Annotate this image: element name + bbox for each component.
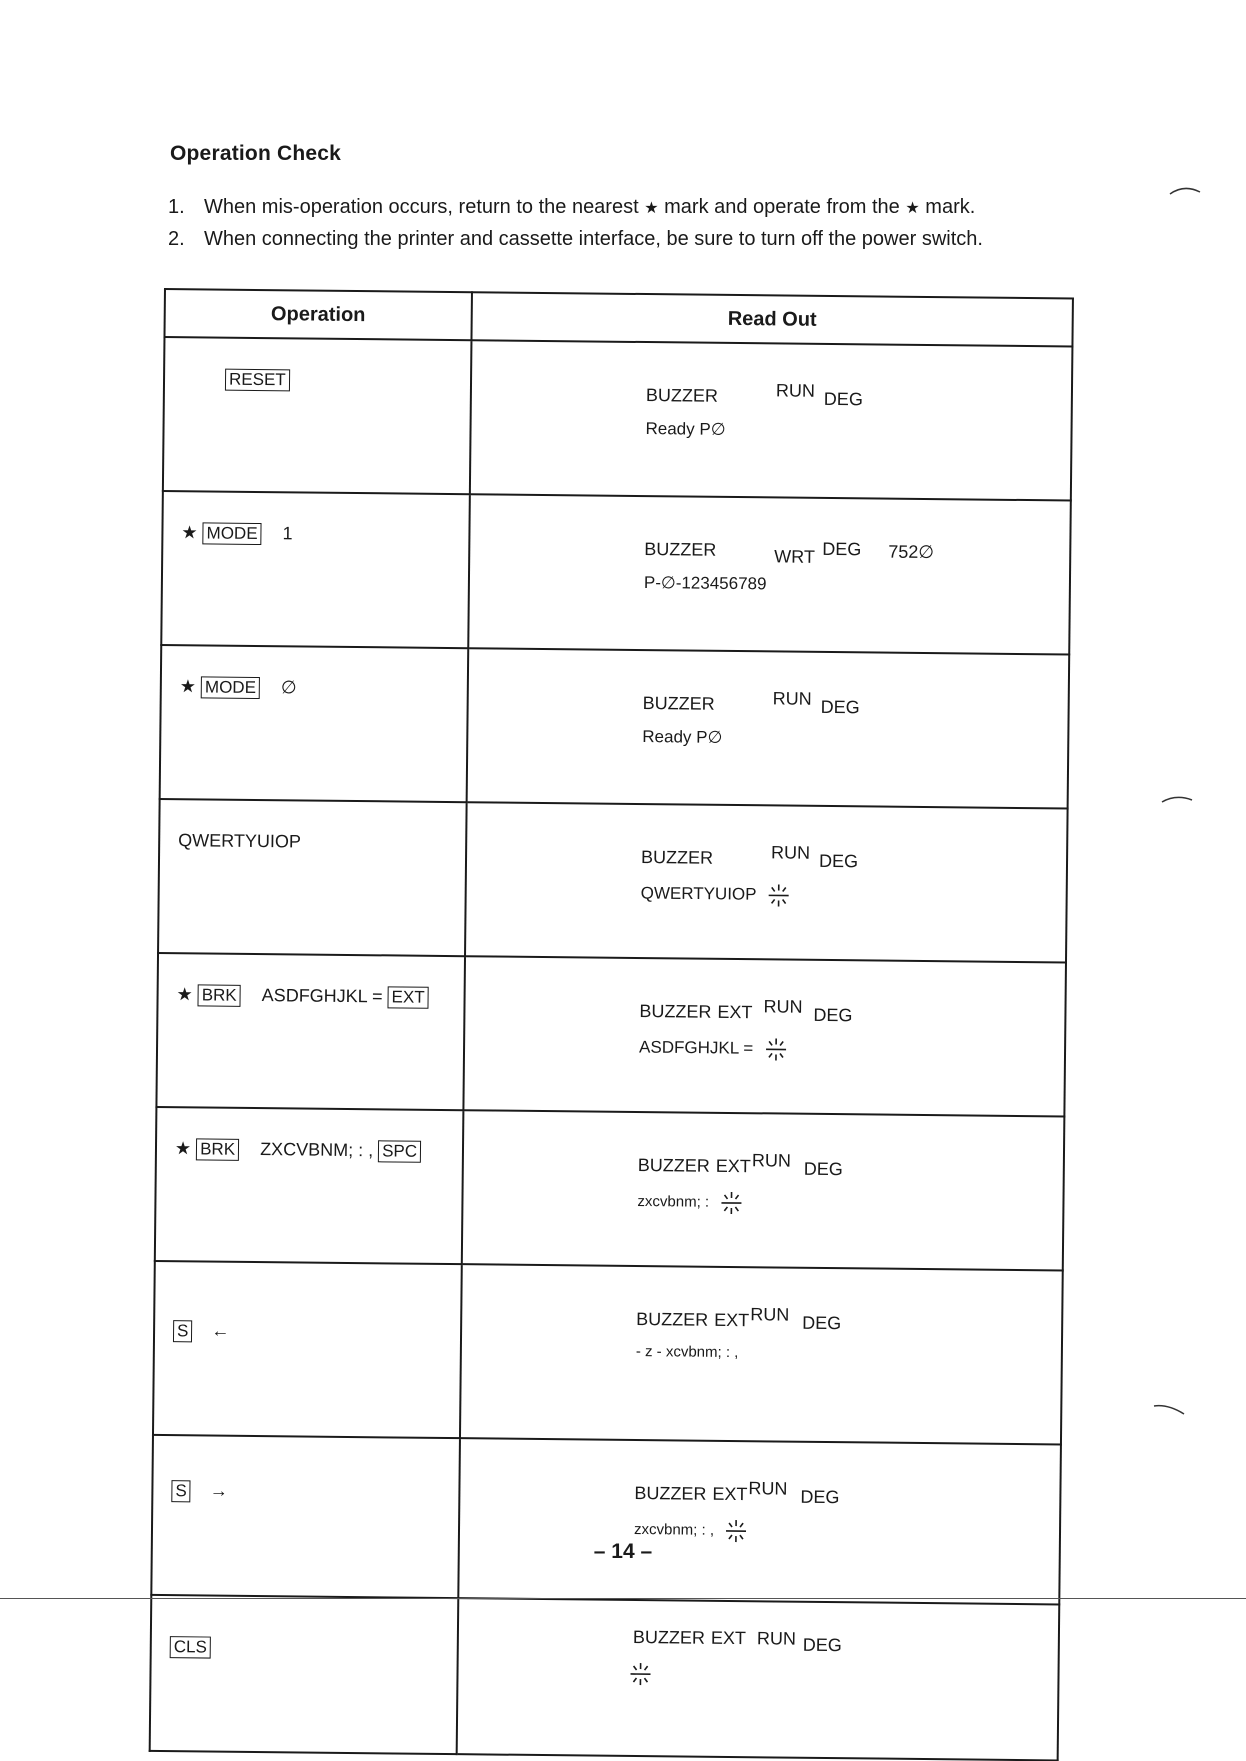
mode-indicator: RUN	[757, 1628, 796, 1649]
header-operation: Operation	[164, 289, 471, 340]
mode-indicator: RUN	[771, 842, 810, 863]
display-indicators	[639, 997, 1064, 1031]
binding-hole-mark	[1152, 1402, 1186, 1416]
brk-key: BRK	[196, 1138, 239, 1160]
deg-indicator: DEG	[824, 389, 863, 410]
memory-count: 752∅	[888, 542, 934, 563]
display-line	[636, 1343, 1061, 1364]
operation-cell	[163, 337, 472, 494]
ext-indicator: EXT	[714, 1310, 749, 1331]
binding-hole-mark	[1168, 184, 1202, 198]
buzzer-indicator: BUZZER	[639, 1001, 711, 1023]
buzzer-indicator: BUZZER	[633, 1627, 705, 1649]
operation-cell	[150, 1595, 459, 1754]
display-indicators	[634, 1479, 1059, 1513]
page-number: – 14 –	[0, 1540, 1246, 1564]
footer-rule	[0, 1598, 1246, 1599]
ext-key: EXT	[387, 986, 428, 1008]
table-row	[156, 953, 1066, 1117]
blinking-cursor-char: - z -	[636, 1343, 662, 1360]
display-line	[639, 1035, 1064, 1065]
display-text: zxcvbnm; : ,	[634, 1521, 714, 1539]
operation-cell	[161, 491, 470, 648]
table-row	[155, 1107, 1065, 1270]
display-indicators	[646, 381, 1071, 415]
s-key: S	[171, 1480, 191, 1502]
operation-cell	[160, 645, 469, 802]
table-row	[150, 1595, 1060, 1760]
table-row	[161, 491, 1071, 654]
readout-cell	[468, 494, 1071, 654]
spc-key: SPC	[378, 1140, 421, 1162]
buzzer-indicator: BUZZER	[634, 1483, 706, 1505]
operation-cell	[155, 1107, 464, 1264]
mode-key: MODE	[201, 676, 260, 699]
deg-indicator: DEG	[800, 1487, 839, 1508]
buzzer-indicator: BUZZER	[638, 1155, 710, 1177]
note-number: 1.	[168, 192, 204, 223]
buzzer-indicator: BUZZER	[644, 539, 716, 561]
display-indicators	[643, 689, 1068, 723]
mode-indicator: RUN	[750, 1304, 789, 1325]
display-text: QWERTYUIOP	[641, 884, 757, 904]
star-icon: ★	[180, 676, 196, 696]
star-icon: ★	[905, 200, 919, 217]
table-row	[160, 645, 1070, 808]
blinking-cursor-icon	[764, 1036, 788, 1062]
deg-indicator: DEG	[804, 1159, 843, 1180]
display-line: Ready P∅	[642, 727, 1067, 751]
buzzer-indicator: BUZZER	[643, 693, 715, 715]
mode-indicator: RUN	[748, 1478, 787, 1499]
display-text: zxcvbnm; :	[637, 1193, 709, 1211]
star-icon: ★	[644, 200, 658, 217]
blinking-cursor-icon	[767, 882, 791, 908]
deg-indicator: DEG	[819, 851, 858, 872]
display-indicators	[638, 1151, 1063, 1185]
display-indicators	[636, 1305, 1061, 1339]
display-line: P-∅-123456789	[644, 573, 1069, 597]
display-line	[632, 1661, 1057, 1691]
star-icon: ★	[177, 984, 193, 1004]
buzzer-indicator: BUZZER	[636, 1309, 708, 1331]
readout-cell	[467, 648, 1070, 808]
operation-cell	[158, 799, 467, 956]
operation-input: QWERTYUIOP	[178, 830, 301, 851]
deg-indicator: DEG	[803, 1635, 842, 1656]
ext-indicator: EXT	[712, 1484, 747, 1505]
page-title: Operation Check	[170, 142, 341, 166]
s-key: S	[173, 1320, 193, 1342]
note-item	[168, 224, 1068, 255]
readout-cell	[465, 802, 1068, 962]
readout-cell	[470, 340, 1073, 500]
mode-indicator: RUN	[763, 996, 802, 1017]
operation-cell	[153, 1261, 462, 1438]
display-indicators	[641, 843, 1066, 877]
mode-key: MODE	[202, 522, 261, 545]
deg-indicator: DEG	[802, 1313, 841, 1334]
note-text: When mis-operation occurs, return to the nearest	[204, 196, 639, 218]
display-line	[637, 1189, 1062, 1219]
blinking-cursor-icon	[628, 1661, 652, 1687]
readout-cell	[458, 1438, 1061, 1604]
deg-indicator: DEG	[813, 1005, 852, 1026]
readout-cell	[460, 1264, 1063, 1444]
table-row	[153, 1261, 1063, 1444]
readout-cell	[457, 1598, 1060, 1760]
readout-cell	[463, 956, 1066, 1116]
buzzer-indicator: BUZZER	[641, 847, 713, 869]
display-line: Ready P∅	[645, 419, 1070, 443]
mode-indicator: RUN	[752, 1150, 791, 1171]
mode-indicator: WRT	[774, 546, 815, 567]
right-arrow-icon: →	[210, 1481, 228, 1501]
operation-input: ∅	[281, 677, 297, 697]
ext-indicator: EXT	[717, 1002, 752, 1023]
binding-hole-mark	[1160, 792, 1194, 806]
operation-cell	[151, 1435, 460, 1598]
table-row	[163, 337, 1073, 500]
blinking-cursor-icon	[719, 1190, 743, 1216]
ext-indicator: EXT	[716, 1156, 751, 1177]
note-text: mark and operate from the	[664, 196, 900, 218]
note-item	[168, 192, 1068, 224]
deg-indicator: DEG	[821, 697, 860, 718]
note-text: mark.	[925, 196, 975, 218]
display-text: ASDFGHJKL =	[639, 1038, 753, 1058]
deg-indicator: DEG	[822, 539, 861, 560]
note-text: When connecting the printer and cassette interface, be sure to turn off the power switch.	[204, 228, 983, 250]
operation-input: 1	[283, 523, 293, 543]
brk-key: BRK	[198, 984, 241, 1006]
table-row	[151, 1435, 1061, 1604]
notes-list	[168, 192, 1068, 255]
display-indicators	[633, 1623, 1058, 1657]
display-text: xcvbnm; : ,	[666, 1343, 739, 1361]
operation-input: ZXCVBNM; : ,	[260, 1139, 373, 1160]
cls-key: CLS	[170, 1636, 211, 1658]
table-row	[158, 799, 1068, 962]
display-indicators	[644, 535, 1069, 569]
star-icon: ★	[181, 522, 197, 542]
display-line	[641, 881, 1066, 911]
ext-indicator: EXT	[711, 1628, 746, 1649]
note-number: 2.	[168, 224, 204, 255]
operation-cell	[156, 953, 465, 1110]
readout-cell	[462, 1110, 1065, 1270]
operation-input: ASDFGHJKL =	[262, 985, 383, 1006]
mode-indicator: RUN	[776, 380, 815, 401]
buzzer-indicator: BUZZER	[646, 385, 718, 407]
left-arrow-icon: ←	[211, 1321, 229, 1341]
star-icon: ★	[175, 1138, 191, 1158]
header-readout: Read Out	[471, 292, 1072, 346]
mode-indicator: RUN	[773, 688, 812, 709]
reset-key: RESET	[225, 369, 290, 392]
